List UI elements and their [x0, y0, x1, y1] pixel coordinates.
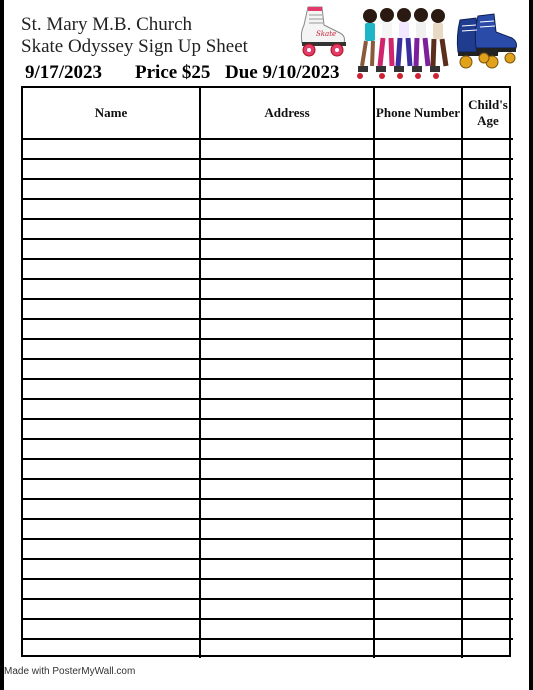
- phone-cell[interactable]: [374, 419, 462, 439]
- address-cell[interactable]: [200, 579, 374, 599]
- age-cell[interactable]: [462, 379, 513, 399]
- roller-skate-icon: [294, 3, 352, 59]
- name-cell[interactable]: [23, 399, 200, 419]
- address-cell[interactable]: [200, 599, 374, 619]
- table-row: [23, 419, 513, 439]
- table-row: [23, 279, 513, 299]
- address-cell[interactable]: [200, 259, 374, 279]
- age-cell[interactable]: [462, 439, 513, 459]
- age-cell[interactable]: [462, 499, 513, 519]
- phone-cell[interactable]: [374, 279, 462, 299]
- address-cell[interactable]: [200, 639, 374, 658]
- address-cell[interactable]: [200, 299, 374, 319]
- address-cell[interactable]: [200, 619, 374, 639]
- phone-cell[interactable]: [374, 559, 462, 579]
- phone-cell[interactable]: [374, 539, 462, 559]
- table-row: [23, 159, 513, 179]
- name-cell[interactable]: [23, 139, 200, 159]
- name-cell[interactable]: [23, 619, 200, 639]
- phone-cell[interactable]: [374, 399, 462, 419]
- age-cell[interactable]: [462, 259, 513, 279]
- table-header-row: [23, 88, 513, 139]
- table-row: [23, 379, 513, 399]
- phone-cell[interactable]: [374, 199, 462, 219]
- table-body: [23, 139, 513, 658]
- address-cell[interactable]: [200, 379, 374, 399]
- age-cell[interactable]: [462, 459, 513, 479]
- phone-cell[interactable]: [374, 379, 462, 399]
- table-row: [23, 399, 513, 419]
- event-date: 9/17/2023: [25, 62, 103, 83]
- phone-cell[interactable]: [374, 179, 462, 199]
- column-header-phone: Phone Number: [374, 88, 462, 139]
- phone-cell[interactable]: [374, 639, 462, 658]
- address-cell[interactable]: [200, 359, 374, 379]
- age-cell[interactable]: [462, 239, 513, 259]
- address-cell[interactable]: [200, 539, 374, 559]
- age-cell[interactable]: [462, 479, 513, 499]
- name-cell[interactable]: [23, 539, 200, 559]
- age-cell[interactable]: [462, 579, 513, 599]
- phone-cell[interactable]: [374, 259, 462, 279]
- name-cell[interactable]: [23, 359, 200, 379]
- event-title: Skate Odyssey Sign Up Sheet: [21, 36, 248, 57]
- table-row: [23, 479, 513, 499]
- skating-women-illustration: [356, 4, 456, 84]
- phone-cell[interactable]: [374, 139, 462, 159]
- name-cell[interactable]: [23, 199, 200, 219]
- phone-cell[interactable]: [374, 339, 462, 359]
- age-cell[interactable]: [462, 179, 513, 199]
- footer-credit: Made with PosterMyWall.com: [4, 666, 136, 677]
- age-cell[interactable]: [462, 159, 513, 179]
- name-cell[interactable]: [23, 499, 200, 519]
- phone-cell[interactable]: [374, 459, 462, 479]
- table-row: [23, 559, 513, 579]
- name-cell[interactable]: [23, 519, 200, 539]
- name-cell[interactable]: [23, 219, 200, 239]
- signup-table-container: [21, 86, 511, 657]
- age-cell[interactable]: [462, 519, 513, 539]
- name-cell[interactable]: [23, 439, 200, 459]
- age-cell[interactable]: [462, 279, 513, 299]
- due-date: Due 9/10/2023: [225, 62, 340, 83]
- age-cell[interactable]: [462, 619, 513, 639]
- name-cell[interactable]: [23, 339, 200, 359]
- age-cell[interactable]: [462, 539, 513, 559]
- phone-cell[interactable]: [374, 519, 462, 539]
- table-row: [23, 179, 513, 199]
- svg-text:Skate: Skate: [316, 30, 337, 38]
- column-header-address: Address: [200, 88, 374, 139]
- phone-cell[interactable]: [374, 499, 462, 519]
- table-row: [23, 599, 513, 619]
- name-cell[interactable]: [23, 479, 200, 499]
- address-cell[interactable]: [200, 139, 374, 159]
- name-cell[interactable]: [23, 599, 200, 619]
- phone-cell[interactable]: [374, 239, 462, 259]
- address-cell[interactable]: [200, 399, 374, 419]
- church-name: St. Mary M.B. Church: [21, 14, 192, 35]
- phone-cell[interactable]: [374, 479, 462, 499]
- address-cell[interactable]: [200, 239, 374, 259]
- address-cell[interactable]: [200, 479, 374, 499]
- address-cell[interactable]: [200, 419, 374, 439]
- age-cell[interactable]: [462, 599, 513, 619]
- name-cell[interactable]: [23, 259, 200, 279]
- table-row: [23, 359, 513, 379]
- phone-cell[interactable]: [374, 359, 462, 379]
- age-cell[interactable]: [462, 139, 513, 159]
- name-cell[interactable]: [23, 319, 200, 339]
- table-row: [23, 579, 513, 599]
- age-cell[interactable]: [462, 199, 513, 219]
- table-row: [23, 139, 513, 159]
- name-cell[interactable]: [23, 459, 200, 479]
- address-cell[interactable]: [200, 519, 374, 539]
- table-row: [23, 299, 513, 319]
- column-header-age: Child's Age: [462, 88, 513, 139]
- address-cell[interactable]: [200, 339, 374, 359]
- table-row: [23, 319, 513, 339]
- address-cell[interactable]: [200, 199, 374, 219]
- address-cell[interactable]: [200, 319, 374, 339]
- column-header-name: Name: [23, 88, 200, 139]
- table-row: [23, 619, 513, 639]
- name-cell[interactable]: [23, 159, 200, 179]
- table-row: [23, 239, 513, 259]
- name-cell[interactable]: [23, 379, 200, 399]
- address-cell[interactable]: [200, 459, 374, 479]
- event-price: Price $25: [135, 62, 211, 83]
- age-cell[interactable]: [462, 339, 513, 359]
- address-cell[interactable]: [200, 439, 374, 459]
- name-cell[interactable]: [23, 279, 200, 299]
- address-cell[interactable]: [200, 219, 374, 239]
- age-cell[interactable]: [462, 559, 513, 579]
- phone-cell[interactable]: [374, 439, 462, 459]
- name-cell[interactable]: [23, 179, 200, 199]
- name-cell[interactable]: [23, 639, 200, 658]
- table-row: [23, 519, 513, 539]
- signup-sheet: [4, 0, 529, 690]
- age-cell[interactable]: [462, 419, 513, 439]
- age-cell[interactable]: [462, 319, 513, 339]
- phone-cell[interactable]: [374, 599, 462, 619]
- phone-cell[interactable]: [374, 579, 462, 599]
- address-cell[interactable]: [200, 159, 374, 179]
- address-cell[interactable]: [200, 179, 374, 199]
- table-row: [23, 219, 513, 239]
- age-cell[interactable]: [462, 299, 513, 319]
- age-cell[interactable]: [462, 219, 513, 239]
- phone-cell[interactable]: [374, 619, 462, 639]
- name-cell[interactable]: [23, 579, 200, 599]
- address-cell[interactable]: [200, 499, 374, 519]
- name-cell[interactable]: [23, 239, 200, 259]
- table-row: [23, 639, 513, 658]
- name-cell[interactable]: [23, 299, 200, 319]
- phone-cell[interactable]: [374, 319, 462, 339]
- signup-table: [23, 88, 513, 658]
- age-cell[interactable]: [462, 399, 513, 419]
- age-cell[interactable]: [462, 359, 513, 379]
- phone-cell[interactable]: [374, 159, 462, 179]
- name-cell[interactable]: [23, 419, 200, 439]
- address-cell[interactable]: [200, 279, 374, 299]
- table-row: [23, 259, 513, 279]
- phone-cell[interactable]: [374, 299, 462, 319]
- phone-cell[interactable]: [374, 219, 462, 239]
- table-row: [23, 539, 513, 559]
- blue-roller-skates-icon: [454, 12, 522, 74]
- table-row: [23, 199, 513, 219]
- table-row: [23, 459, 513, 479]
- table-row: [23, 439, 513, 459]
- age-cell[interactable]: [462, 639, 513, 658]
- address-cell[interactable]: [200, 559, 374, 579]
- table-row: [23, 499, 513, 519]
- name-cell[interactable]: [23, 559, 200, 579]
- table-row: [23, 339, 513, 359]
